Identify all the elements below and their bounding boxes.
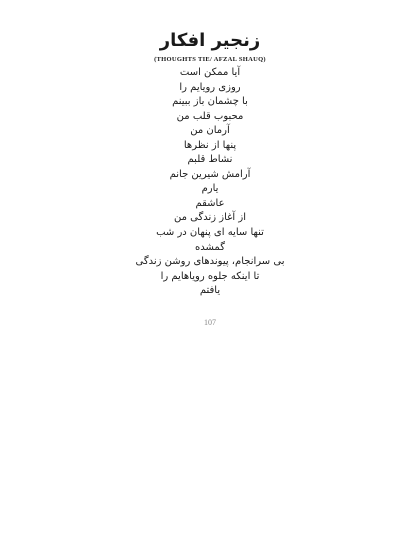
page-number: 107: [204, 318, 216, 327]
poem-line: آرامش شیرین جانم: [169, 168, 251, 180]
poem-line: پنها از نظرها: [183, 139, 237, 151]
poem-line: محبوب قلب من: [176, 110, 244, 122]
poem-body: [0, 66, 420, 299]
poem-line: تا اینکه جلوه رویاهایم را: [160, 270, 260, 282]
poem-line: گمشده: [195, 241, 225, 253]
poem-line: تنها سایه ای پنهان در شب: [156, 227, 264, 239]
poem-line: آیا ممکن است: [179, 67, 241, 78]
poem-line: روزی رویایم را: [179, 81, 241, 93]
poem-subtitle: (THOUGHTS TIE/ AFZAL SHAUQ): [154, 56, 266, 63]
poem-line: عاشقم: [195, 197, 225, 209]
poem-line: آرمان من: [190, 125, 230, 137]
poem-line: یارم: [201, 183, 219, 195]
poem-line: نشاط قلبم: [187, 154, 233, 166]
poem-line: با چشمان باز ببینم: [172, 96, 248, 108]
poem-title: زنجیر افکار: [159, 30, 261, 51]
poem-line: بی سرانجام، پیوندهای روشن زندگی: [135, 256, 285, 268]
poem-line: از آغاز زندگی من: [174, 212, 246, 224]
poem-line: یافتم: [199, 285, 221, 297]
